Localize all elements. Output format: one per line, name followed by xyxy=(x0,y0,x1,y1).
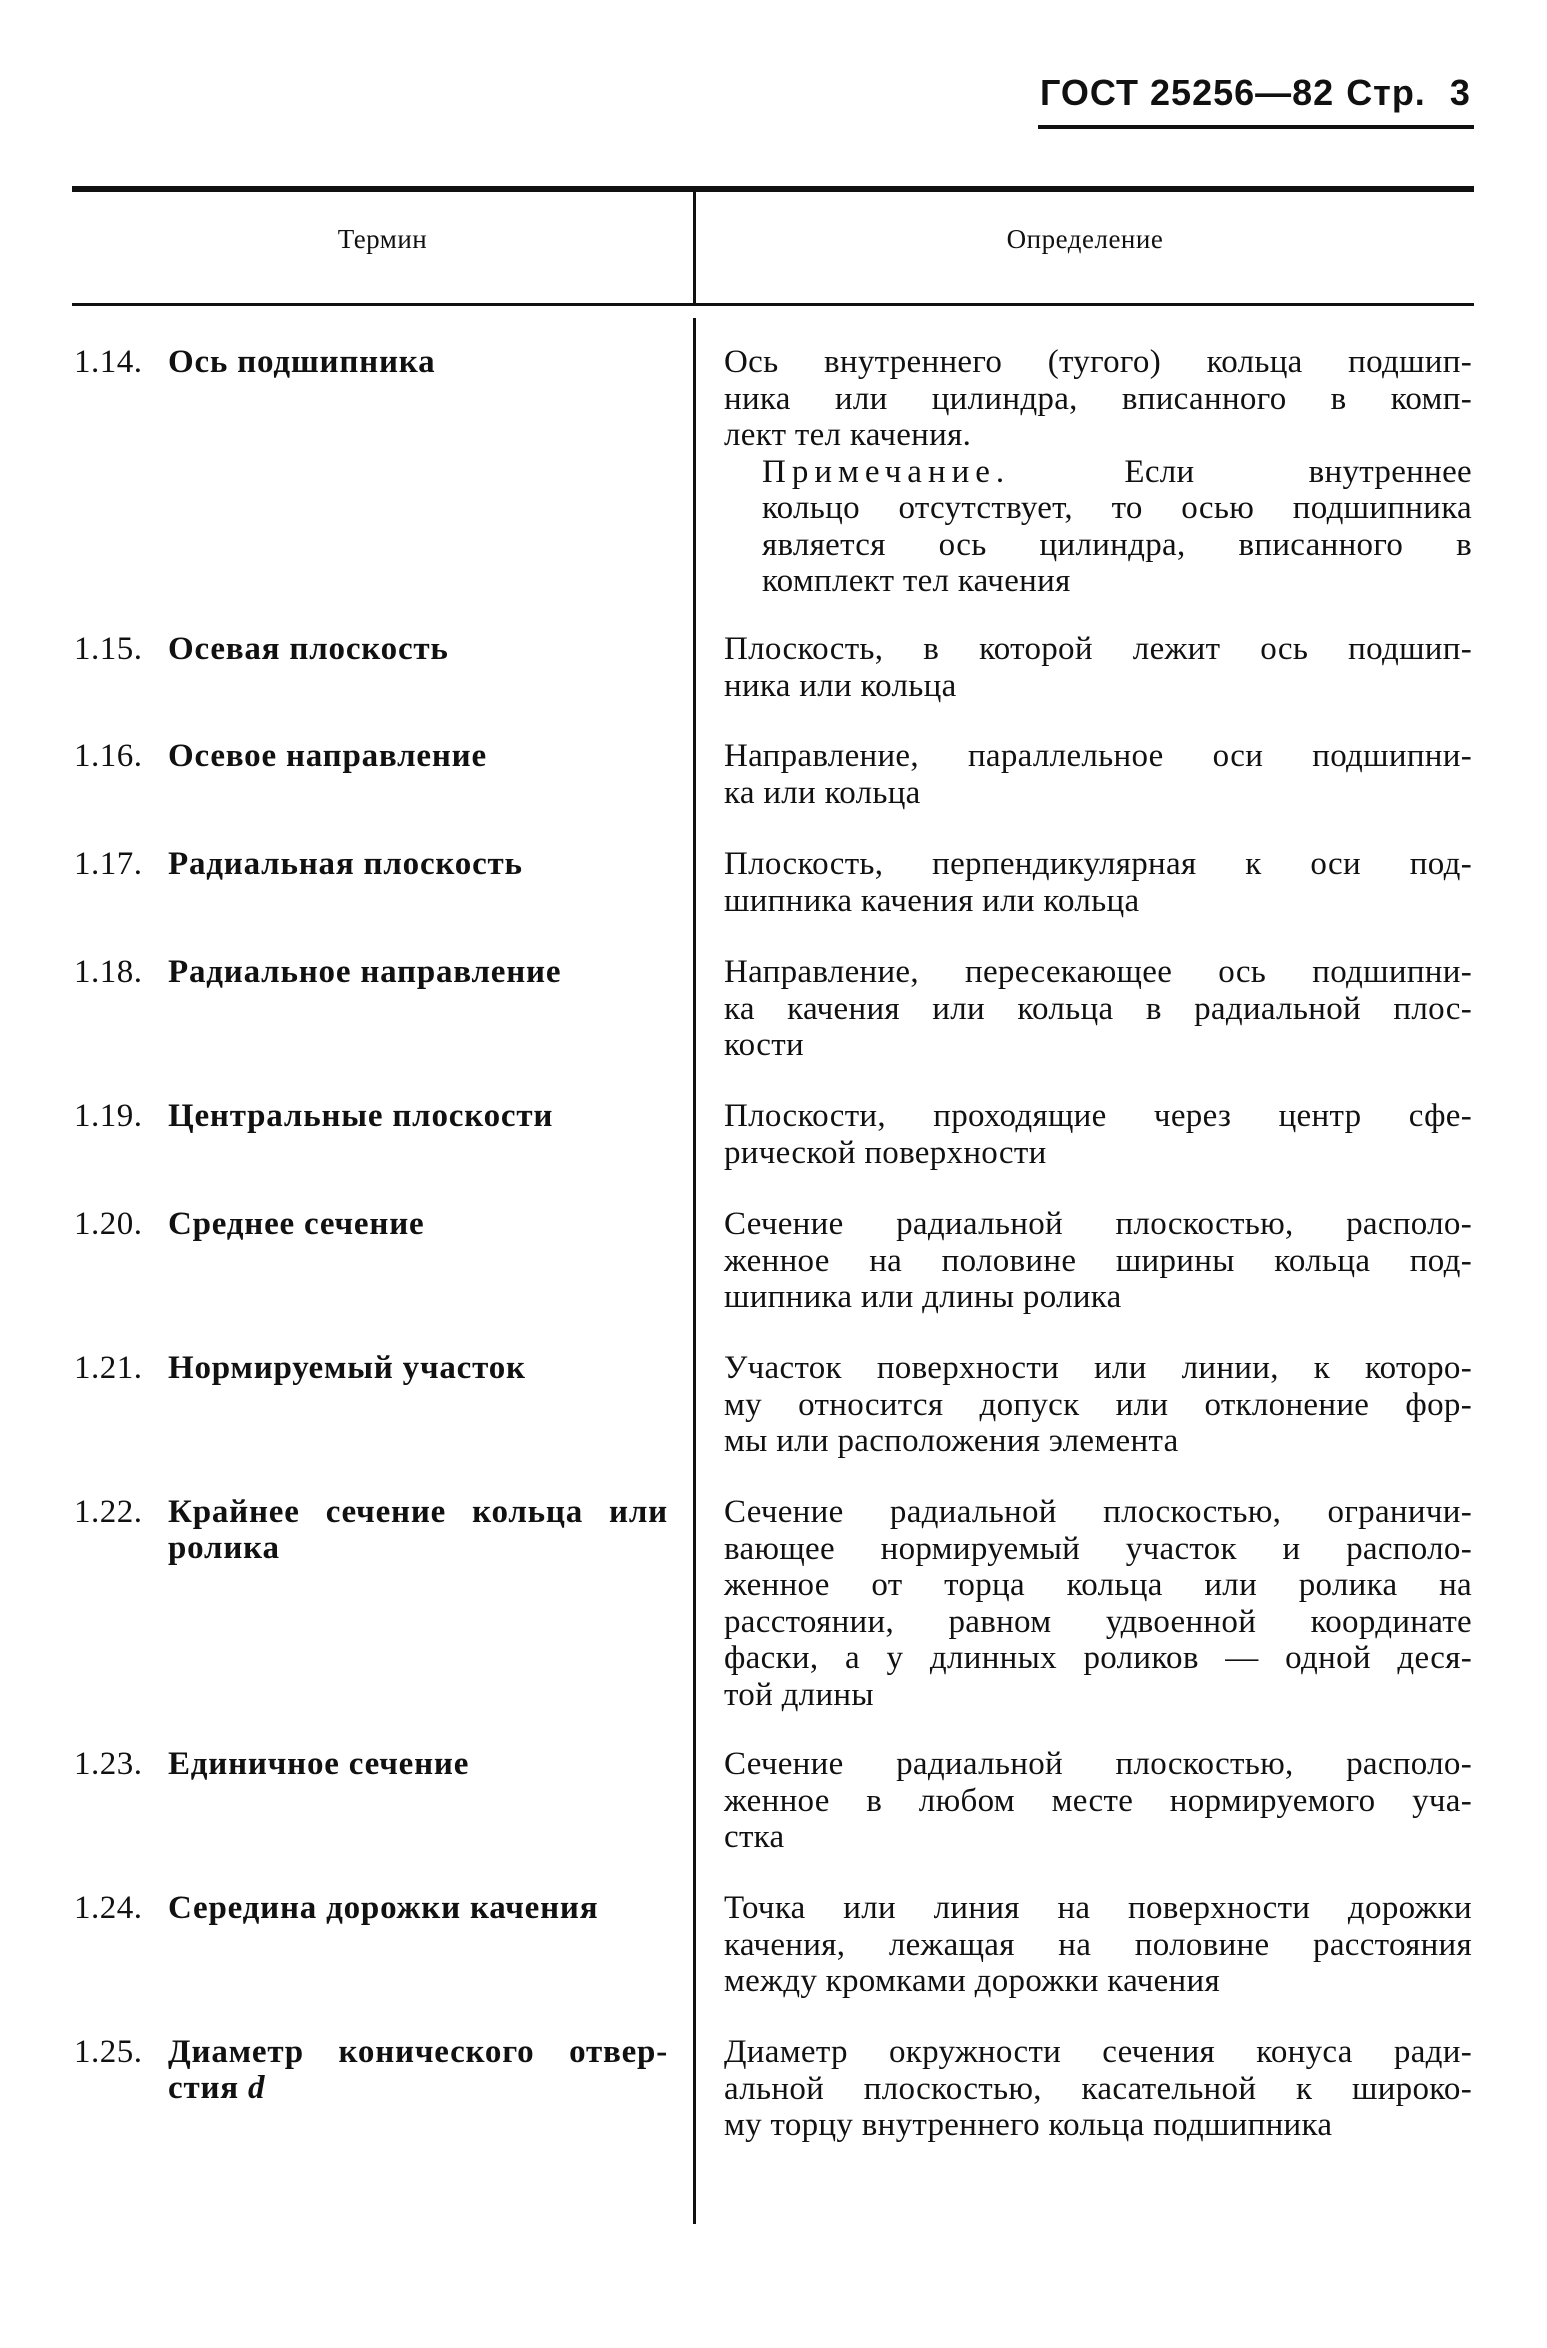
definition-line: женное на половине ширины кольца под- xyxy=(724,1242,1472,1279)
note-line: кольцо отсутствует, то осью подшипника xyxy=(762,490,1472,526)
term-number: 1.24. xyxy=(74,1890,143,1926)
definition-line: Сечение радиальной плоскостью, располо- xyxy=(724,1206,1472,1242)
definition-line: мы или расположения элемента xyxy=(724,1423,1179,1459)
definition-line: ка качения или кольца в радиальной плос- xyxy=(724,990,1472,1027)
term-number: 1.20. xyxy=(74,1206,143,1242)
note-text: Если внутреннее xyxy=(1124,453,1472,490)
page-number: 3 xyxy=(1449,72,1471,113)
definition-cell xyxy=(724,954,1472,1064)
term-name: Среднее сечение xyxy=(168,1206,425,1242)
column-header-definition: Определение xyxy=(1006,224,1164,254)
term-name: Ось подшипника xyxy=(168,344,436,380)
note-block xyxy=(762,454,1472,600)
definition-line: Плоскость, перпендикулярная к оси под- xyxy=(724,846,1472,882)
term-number: 1.14. xyxy=(74,344,143,380)
term-name: Осевое направление xyxy=(168,738,487,774)
definition-line: шипника качения или кольца xyxy=(724,882,1140,919)
definition-line: Направление, пересекающее ось подшипни- xyxy=(724,954,1472,990)
term-name: Единичное сечение xyxy=(168,1746,470,1782)
definition-line: му торцу внутреннего кольца подшипника xyxy=(724,2107,1333,2143)
term-number: 1.23. xyxy=(74,1746,143,1782)
definition-line: ника или цилиндра, вписанного в комп- xyxy=(724,380,1472,417)
term-number: 1.22. xyxy=(74,1494,143,1530)
term-name: Крайнее сечение кольца или ролика xyxy=(168,1494,668,1566)
term-symbol: d xyxy=(248,2070,266,2106)
definition-cell xyxy=(724,1494,1472,1713)
table-header-rule xyxy=(72,303,1474,306)
definition-line: стка xyxy=(724,1819,785,1855)
definition-line: фаски, а у длинных роликов — одной деся- xyxy=(724,1640,1472,1676)
definition-line: альной плоскостью, касательной к широко- xyxy=(724,2070,1472,2107)
term-number: 1.19. xyxy=(74,1098,143,1134)
definition-line: Диаметр окружности сечения конуса ради- xyxy=(724,2034,1472,2070)
definition-cell xyxy=(724,846,1472,919)
term-name: Радиальная плоскость xyxy=(168,846,523,882)
term-number: 1.16. xyxy=(74,738,143,774)
term-number: 1.21. xyxy=(74,1350,143,1386)
term-number: 1.25. xyxy=(74,2034,143,2070)
term-name xyxy=(168,2034,668,2106)
header-rule xyxy=(1038,125,1474,129)
definition-cell xyxy=(724,1098,1472,1171)
definition-cell xyxy=(724,738,1472,811)
definition-cell xyxy=(724,631,1472,704)
term-number: 1.18. xyxy=(74,954,143,990)
note-line: комплект тел качения xyxy=(762,563,1071,599)
table-top-rule xyxy=(72,186,1474,192)
page-label: Стр. xyxy=(1346,72,1426,113)
definition-line: кости xyxy=(724,1027,804,1063)
note-label: Примечание. xyxy=(762,453,1011,490)
definition-cell xyxy=(724,1890,1472,2000)
definition-line: Участок поверхности или линии, к которо- xyxy=(724,1350,1472,1386)
standard-designation: ГОСТ 25256—82 xyxy=(1040,72,1335,113)
definition-line: расстоянии, равном удвоенной координате xyxy=(724,1603,1472,1640)
definition-cell xyxy=(724,1206,1472,1316)
definition-line: ника или кольца xyxy=(724,667,957,704)
term-name: Нормируемый участок xyxy=(168,1350,526,1386)
definition-line: му относится допуск или отклонение фор- xyxy=(724,1386,1472,1423)
term-name-text: Диаметр конического отвер-стия xyxy=(168,2034,668,2106)
term-name: Центральные плоскости xyxy=(168,1098,554,1134)
definition-line: Сечение радиальной плоскостью, ограничи- xyxy=(724,1494,1472,1530)
definition-line: ка или кольца xyxy=(724,774,921,811)
page-header xyxy=(1040,72,1470,114)
definition-line: женное в любом месте нормируемого уча- xyxy=(724,1782,1472,1819)
definition-line: лект тел качения. xyxy=(724,417,972,453)
definition-line: вающее нормируемый участок и располо- xyxy=(724,1530,1472,1567)
term-name: Осевая плоскость xyxy=(168,631,449,667)
definition-cell xyxy=(724,2034,1472,2144)
definition-cell xyxy=(724,1350,1472,1460)
note-line: является ось цилиндра, вписанного в xyxy=(762,526,1472,563)
term-number: 1.17. xyxy=(74,846,143,882)
definition-line: между кромками дорожки качения xyxy=(724,1963,1220,1999)
definition-cell xyxy=(724,344,1472,600)
definition-line: Плоскость, в которой лежит ось подшип- xyxy=(724,631,1472,667)
note-line xyxy=(762,454,1472,491)
definition-line: Точка или линия на поверхности дорожки xyxy=(724,1890,1472,1926)
table-column-divider-body xyxy=(693,318,696,2224)
definition-line: рической поверхности xyxy=(724,1134,1047,1171)
definition-line: Направление, параллельное оси подшипни- xyxy=(724,738,1472,774)
definition-line: Сечение радиальной плоскостью, располо- xyxy=(724,1746,1472,1782)
definition-line: той длины xyxy=(724,1676,874,1713)
term-number: 1.15. xyxy=(74,631,143,667)
definition-line: Плоскости, проходящие через центр сфе- xyxy=(724,1098,1472,1134)
definition-line: женное от торца кольца или ролика на xyxy=(724,1567,1472,1603)
column-header-term: Термин xyxy=(337,224,428,254)
term-name: Радиальное направление xyxy=(168,954,562,990)
definition-line: качения, лежащая на половине расстояния xyxy=(724,1926,1472,1963)
definition-line: шипника или длины ролика xyxy=(724,1279,1122,1315)
definition-line: Ось внутреннего (тугого) кольца подшип- xyxy=(724,344,1472,380)
definition-cell xyxy=(724,1746,1472,1856)
term-name: Середина дорожки качения xyxy=(168,1890,599,1926)
